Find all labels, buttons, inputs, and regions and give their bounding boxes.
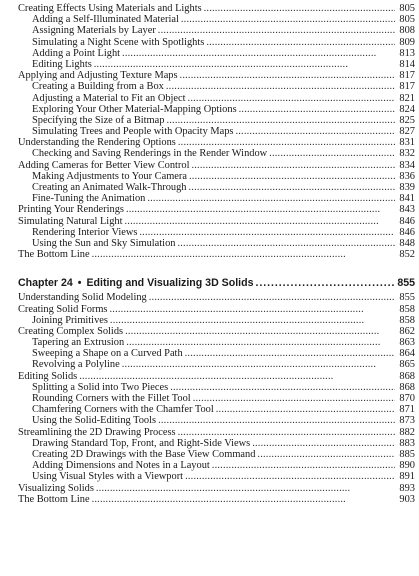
entry-title: Adding a Self-Illuminated Material	[32, 14, 179, 26]
entry-title: Drawing Standard Top, Front, and Right-Side Views	[32, 437, 251, 449]
entry-title: Visualizing Solids	[18, 482, 94, 494]
entry-title: Creating Effects Using Materials and Lights	[18, 3, 202, 14]
entry-title: Applying and Adjusting Texture Maps	[18, 70, 178, 82]
toc-subentry[interactable]	[18, 148, 415, 159]
toc-entry[interactable]	[18, 427, 415, 438]
dot-leader	[109, 304, 395, 315]
entry-page-number: 864	[399, 348, 415, 360]
entry-title: Adding a Point Light	[32, 47, 121, 59]
entry-page-number: 852	[399, 249, 415, 261]
entry-title: Creating an Animated Walk-Through	[32, 182, 187, 193]
toc-section-chapter-24	[18, 292, 415, 505]
entry-title: Editing Solids	[18, 370, 78, 382]
toc-subentry[interactable]	[18, 359, 415, 370]
dot-leader	[185, 471, 395, 482]
entry-title: Simulating Trees and People with Opacity Maps	[32, 126, 234, 138]
toc-section-chapter-23	[18, 3, 415, 260]
entry-page-number: 832	[399, 148, 415, 160]
dot-leader	[189, 182, 395, 193]
entry-title: Fine-Tuning the Animation	[32, 193, 146, 205]
toc-entry[interactable]	[18, 160, 415, 171]
entry-page-number: 871	[399, 404, 415, 416]
toc-subentry[interactable]	[18, 460, 415, 471]
entry-title: Joining Primitives	[32, 314, 108, 326]
entry-title: Rendering Interior Views	[32, 226, 138, 238]
entry-page-number: 891	[399, 471, 415, 483]
dot-leader	[178, 137, 395, 148]
dot-leader	[149, 292, 395, 303]
entry-page-number: 831	[399, 137, 415, 149]
entry-title: Assigning Materials by Layer	[32, 25, 156, 37]
dot-leader	[94, 59, 395, 70]
entry-page-number: 839	[399, 182, 415, 193]
toc-subentry[interactable]	[18, 126, 415, 137]
toc-subentry[interactable]	[18, 393, 415, 404]
dot-leader	[189, 171, 395, 182]
toc-subentry[interactable]	[18, 81, 415, 92]
entry-page-number: 868	[399, 370, 415, 382]
entry-page-number: 863	[399, 337, 415, 349]
toc-entry[interactable]	[18, 249, 415, 260]
dot-leader	[122, 48, 395, 59]
entry-title: Exploring Your Other Material-Mapping Options	[32, 103, 237, 115]
dot-leader	[139, 227, 395, 238]
entry-page-number: 817	[399, 81, 415, 93]
entry-title: Creating a Building from a Box	[32, 81, 164, 93]
toc-subentry[interactable]	[18, 337, 415, 348]
entry-title: Adding Dimensions and Notes in a Layout	[32, 460, 210, 472]
entry-title: Adding Cameras for Better View Control	[18, 159, 190, 171]
entry-page-number: 903	[399, 493, 415, 505]
dot-leader	[191, 160, 395, 171]
toc-entry[interactable]	[18, 326, 415, 337]
entry-page-number: 848	[399, 237, 415, 249]
entry-page-number: 846	[399, 215, 415, 227]
dot-leader	[158, 415, 395, 426]
toc-subentry[interactable]	[18, 382, 415, 393]
dot-leader	[166, 81, 395, 92]
entry-title: Using the Sun and Sky Simulation	[32, 237, 176, 249]
entry-page-number: 862	[399, 325, 415, 337]
entry-page-number: 855	[399, 292, 415, 304]
toc-subentry[interactable]	[18, 104, 415, 115]
toc-subentry[interactable]	[18, 348, 415, 359]
dot-leader	[188, 93, 395, 104]
entry-page-number: 834	[399, 159, 415, 171]
dot-leader	[212, 460, 395, 471]
entry-page-number: 824	[399, 103, 415, 115]
toc-subentry[interactable]	[18, 438, 415, 449]
entry-page-number: 868	[399, 381, 415, 393]
dot-leader	[122, 359, 395, 370]
toc-entry[interactable]	[18, 292, 415, 303]
dot-leader	[252, 438, 395, 449]
entry-title: Creating Complex Solids	[18, 325, 124, 337]
entry-title: Using the Solid-Editing Tools	[32, 415, 157, 427]
entry-page-number: 882	[399, 426, 415, 438]
section-gap	[18, 260, 415, 277]
entry-title: Creating Solid Forms	[18, 303, 108, 315]
dot-leader	[124, 216, 395, 227]
entry-page-number: 843	[399, 204, 415, 216]
entry-page-number: 821	[399, 92, 415, 104]
toc-entry[interactable]	[18, 204, 415, 215]
toc-entry[interactable]	[18, 483, 415, 494]
entry-page-number: 858	[399, 303, 415, 315]
chapter-title: Editing and Visualizing 3D Solids	[86, 277, 254, 290]
entry-title: Understanding the Rendering Options	[18, 137, 176, 149]
entry-page-number: 885	[399, 448, 415, 460]
entry-title: The Bottom Line	[18, 249, 90, 261]
toc-subentry[interactable]	[18, 37, 415, 48]
entry-page-number: 836	[399, 170, 415, 182]
dot-leader	[255, 277, 395, 290]
dot-leader	[193, 393, 395, 404]
entry-page-number: 813	[399, 47, 415, 59]
dot-leader	[204, 3, 395, 14]
entry-title: The Bottom Line	[18, 493, 90, 505]
toc-subentry[interactable]	[18, 415, 415, 426]
dot-leader	[181, 14, 395, 25]
dot-leader	[180, 70, 395, 81]
dot-leader	[177, 238, 395, 249]
entry-page-number: 814	[399, 58, 415, 70]
entry-page-number: 825	[399, 114, 415, 126]
entry-page-number: 893	[399, 482, 415, 494]
entry-title: Simulating Natural Light	[18, 215, 123, 227]
toc-subentry[interactable]	[18, 59, 415, 70]
entry-title: Editing Lights	[32, 58, 92, 70]
entry-page-number: 883	[399, 437, 415, 449]
toc-subentry[interactable]	[18, 93, 415, 104]
dot-leader	[110, 315, 395, 326]
entry-title: Making Adjustments to Your Camera	[32, 170, 187, 182]
toc-subentry[interactable]	[18, 182, 415, 193]
entry-page-number: 805	[399, 3, 415, 14]
chapter-heading	[18, 277, 415, 290]
entry-title: Splitting a Solid into Two Pieces	[32, 381, 169, 393]
toc-entry[interactable]	[18, 137, 415, 148]
entry-page-number: 808	[399, 25, 415, 37]
dot-leader	[126, 337, 395, 348]
toc-subentry[interactable]	[18, 471, 415, 482]
entry-page-number: 865	[399, 359, 415, 371]
toc-subentry[interactable]	[18, 227, 415, 238]
toc-subentry[interactable]	[18, 315, 415, 326]
entry-page-number: 841	[399, 193, 415, 205]
toc-entry[interactable]	[18, 304, 415, 315]
entry-page-number: 809	[399, 36, 415, 48]
dot-leader	[126, 204, 395, 215]
entry-title: Simulating a Night Scene with Spotlights	[32, 36, 205, 48]
dot-leader	[170, 382, 395, 393]
entry-page-number: 858	[399, 314, 415, 326]
entry-title: Sweeping a Shape on a Curved Path	[32, 348, 183, 360]
dot-leader	[239, 104, 395, 115]
dot-leader	[147, 193, 395, 204]
entry-title: Streamlining the 2D Drawing Process	[18, 426, 176, 438]
toc-subentry[interactable]	[18, 25, 415, 36]
entry-page-number: 873	[399, 415, 415, 427]
entry-title: Rounding Corners with the Fillet Tool	[32, 393, 191, 404]
dot-leader	[158, 25, 395, 36]
entry-page-number: 890	[399, 460, 415, 472]
toc-subentry[interactable]	[18, 238, 415, 249]
dot-leader	[257, 449, 395, 460]
toc-entry[interactable]	[18, 371, 415, 382]
dot-leader	[166, 115, 395, 126]
dot-leader	[92, 249, 395, 260]
toc-subentry[interactable]	[18, 14, 415, 25]
entry-page-number: 846	[399, 226, 415, 238]
dot-leader	[206, 37, 395, 48]
toc-subentry[interactable]	[18, 449, 415, 460]
entry-page-number: 870	[399, 393, 415, 404]
entry-title: Specifying the Size of a Bitmap	[32, 114, 165, 126]
toc-subentry[interactable]	[18, 404, 415, 415]
toc-entry[interactable]	[18, 3, 415, 14]
toc-subentry[interactable]	[18, 48, 415, 59]
dot-leader	[96, 483, 395, 494]
dot-leader	[92, 494, 395, 505]
entry-page-number: 817	[399, 70, 415, 82]
toc-entry[interactable]	[18, 494, 415, 505]
entry-title: Adjusting a Material to Fit an Object	[32, 92, 186, 104]
entry-page-number: 805	[399, 14, 415, 26]
entry-title: Tapering an Extrusion	[32, 337, 125, 349]
toc-subentry[interactable]	[18, 171, 415, 182]
toc-subentry[interactable]	[18, 193, 415, 204]
dot-leader	[235, 126, 395, 137]
dot-leader	[79, 371, 395, 382]
entry-title: Using Visual Styles with a Viewport	[32, 471, 184, 483]
entry-title: Printing Your Renderings	[18, 204, 124, 216]
dot-leader	[185, 348, 395, 359]
chapter-page: 855	[397, 277, 415, 290]
dot-leader	[269, 148, 395, 159]
entry-title: Checking and Saving Renderings in the Render Window	[32, 148, 268, 160]
chapter-bullet: •	[77, 277, 82, 290]
dot-leader	[216, 404, 395, 415]
toc-subentry[interactable]	[18, 115, 415, 126]
dot-leader	[178, 427, 395, 438]
toc-entry[interactable]	[18, 216, 415, 227]
entry-page-number: 827	[399, 126, 415, 138]
entry-title: Creating 2D Drawings with the Base View Command	[32, 448, 256, 460]
chapter-label: Chapter 24	[18, 277, 73, 290]
entry-title: Revolving a Polyline	[32, 359, 120, 371]
entry-title: Chamfering Corners with the Chamfer Tool	[32, 404, 214, 416]
dot-leader	[125, 326, 395, 337]
table-of-contents	[18, 3, 415, 505]
entry-title: Understanding Solid Modeling	[18, 292, 147, 304]
toc-entry[interactable]	[18, 70, 415, 81]
